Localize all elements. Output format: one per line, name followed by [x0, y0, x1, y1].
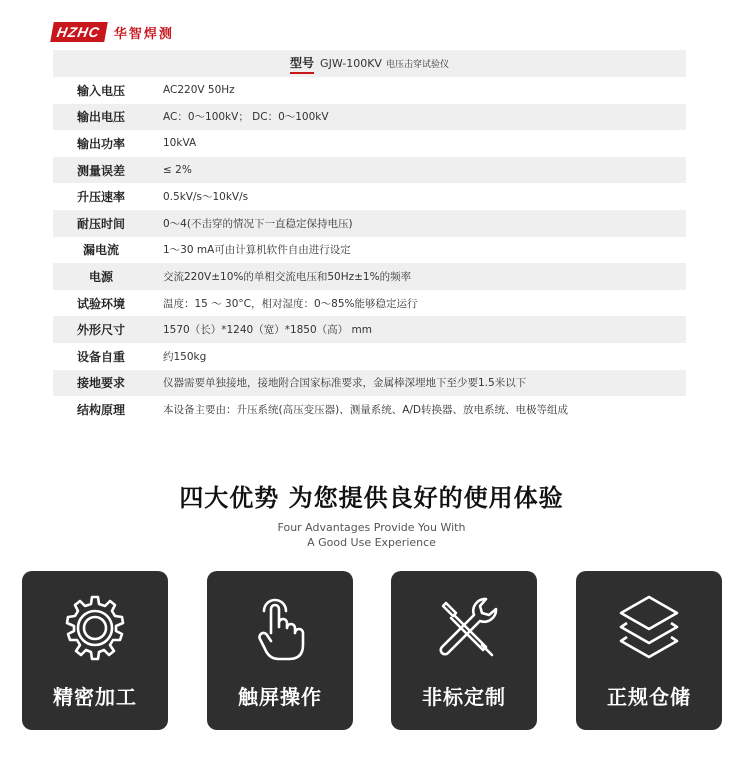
- spec-row: [53, 237, 686, 264]
- spec-label: 电源: [88, 269, 113, 284]
- spec-value: 1570（长）*1240（宽）*1850（高） mm: [163, 324, 372, 337]
- model-bar: [53, 50, 686, 77]
- gear-icon: [57, 589, 133, 665]
- advantage-card-touch: [207, 571, 353, 730]
- spec-value: 10kVA: [163, 137, 197, 150]
- touch-hand-icon: [242, 589, 318, 665]
- spec-row: [53, 130, 686, 157]
- spec-row: [53, 263, 686, 290]
- spec-row: [53, 343, 686, 370]
- spec-label: 输出电压: [76, 110, 125, 125]
- spec-value: 本设备主要由：升压系统(高压变压器)、测量系统、A/D转换器、放电系统、电极等组成: [163, 403, 568, 416]
- spec-row: [53, 316, 686, 343]
- brand-logo: HZHC: [50, 22, 107, 42]
- model-name: 电压击穿试验仪: [385, 60, 449, 70]
- advantage-card-custom: [391, 571, 537, 730]
- advantage-label: 非标定制: [422, 685, 506, 709]
- advantages-title: 四大优势 为您提供良好的使用体验: [179, 484, 564, 512]
- tools-icon: [426, 589, 502, 665]
- spec-value: 约150kg: [163, 350, 207, 363]
- advantage-card-precision: [22, 571, 168, 730]
- spec-label: 耐压时间: [76, 216, 125, 231]
- model-label: 型号: [290, 54, 314, 74]
- spec-row: [53, 370, 686, 397]
- advantage-card-storage: [576, 571, 722, 730]
- advantage-label: 正规仓储: [607, 685, 691, 709]
- spec-value: 0.5kV/s～10kV/s: [163, 191, 249, 204]
- advantage-cards: [0, 571, 743, 731]
- spec-value: AC：0～100kV； DC：0～100kV: [163, 111, 329, 124]
- advantages-subtitle-line2: A Good Use Experience: [307, 536, 436, 549]
- spec-value: 仪器需要单独接地，接地附合国家标准要求，金属棒深埋地下至少要1.5米以下: [163, 377, 527, 390]
- brand-name: 华智焊测: [113, 26, 174, 42]
- spec-label: 接地要求: [76, 376, 125, 391]
- spec-value: AC220V 50Hz: [163, 84, 235, 97]
- model-value: GJW-100KV: [320, 57, 382, 70]
- layers-icon: [611, 589, 687, 665]
- spec-row: [53, 77, 686, 104]
- spec-value: 温度：15 ～ 30°C，相对湿度：0～85%能够稳定运行: [163, 297, 418, 310]
- advantage-label: 触屏操作: [238, 685, 322, 709]
- spec-row: [53, 396, 686, 423]
- brand-header: [52, 20, 174, 44]
- spec-value: 交流220V±10%的单相交流电压和50Hz±1%的频率: [163, 270, 412, 283]
- spec-value: ≤ 2%: [163, 164, 192, 177]
- spec-value: 1～30 mA可由计算机软件自由进行设定: [163, 244, 351, 257]
- spec-value: 0～4(不击穿的情况下一直稳定保持电压): [163, 217, 353, 230]
- advantages-subtitle-line1: Four Advantages Provide You With: [277, 521, 466, 534]
- spec-row: [53, 210, 686, 237]
- spec-table: [53, 50, 686, 423]
- spec-label: 外形尺寸: [76, 323, 125, 338]
- spec-label: 试验环境: [76, 296, 125, 311]
- spec-label: 结构原理: [76, 402, 125, 417]
- spec-label: 输出功率: [76, 136, 125, 151]
- spec-label: 输入电压: [76, 83, 125, 98]
- spec-label: 升压速率: [76, 190, 125, 205]
- spec-row: [53, 157, 686, 184]
- spec-row: [53, 183, 686, 210]
- spec-label: 测量误差: [76, 163, 125, 178]
- spec-label: 漏电流: [82, 243, 119, 258]
- spec-row: [53, 290, 686, 317]
- spec-row: [53, 104, 686, 131]
- advantage-label: 精密加工: [53, 685, 137, 709]
- spec-label: 设备自重: [76, 349, 125, 364]
